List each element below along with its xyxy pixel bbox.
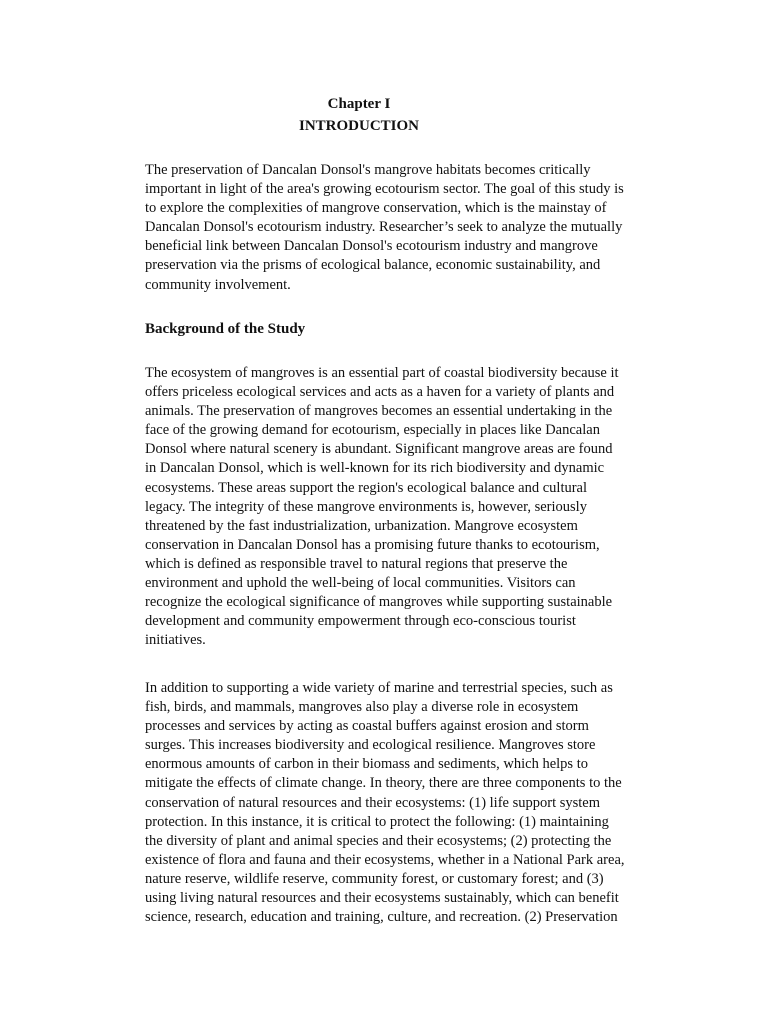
text-line: surges. This increases biodiversity and ecological resilience. Mangroves store	[145, 737, 596, 754]
text-line: in Dancalan Donsol, which is well-known for its rich biodiversity and dynamic	[145, 460, 605, 477]
text-line: beneficial link between Dancalan Donsol's ecotourism industry and mangrove	[145, 238, 598, 255]
text-line: protection. In this instance, it is critical to protect the following: (1) maintaining	[145, 813, 609, 830]
text-line: processes and services by acting as coastal buffers against erosion and storm	[145, 718, 589, 735]
text-line: initiatives.	[145, 632, 206, 649]
text-line: Donsol where natural scenery is abundant. Significant mangrove areas are found	[145, 441, 613, 458]
text-line: science, research, education and training, culture, and recreation. (2) Preservation	[145, 909, 618, 926]
section-heading: Background of the Study	[145, 321, 306, 337]
text-line: conservation of natural resources and their ecosystems: (1) life support system	[145, 794, 601, 811]
text-line: Dancalan Donsol's ecotourism industry. Researcher’s seek to analyze the mutually	[145, 219, 623, 236]
text-line: community involvement.	[145, 276, 291, 293]
text-line: legacy. The integrity of these mangrove environments is, however, seriously	[145, 498, 587, 515]
text-line: existence of flora and fauna and their ecosystems, whether in a National Park area,	[145, 851, 625, 868]
text-line: the diversity of plant and animal species and their ecosystems; (2) protecting the	[145, 832, 612, 849]
chapter-title: INTRODUCTION	[298, 118, 419, 134]
text-line: animals. The preservation of mangroves becomes an essential undertaking in the	[145, 403, 613, 420]
chapter-label: Chapter I	[327, 96, 391, 112]
background-paragraph-1	[145, 364, 625, 650]
background-paragraph-2	[145, 679, 625, 927]
text-line: using living natural resources and their ecosystems sustainably, which can benefit	[145, 890, 619, 907]
text-line: mitigate the effects of climate change. In theory, there are three components to the	[145, 775, 622, 792]
text-line: fish, birds, and mammals, mangroves also play a diverse role in ecosystem	[145, 699, 579, 716]
text-line: which is defined as responsible travel to natural regions that preserve the	[145, 555, 568, 572]
intro-paragraph	[145, 161, 625, 295]
text-line: threatened by the fast industrialization, urbanization. Mangrove ecosystem	[145, 517, 578, 534]
text-line: environment and uphold the well-being of local communities. Visitors can	[145, 575, 576, 592]
text-line: to explore the complexities of mangrove conservation, which is the mainstay of	[145, 200, 607, 217]
text-line: recognize the ecological significance of mangroves while supporting sustainable	[145, 594, 613, 611]
text-line: The ecosystem of mangroves is an essential part of coastal biodiversity because it	[145, 365, 619, 381]
text-line: face of the growing demand for ecotourism, especially in places like Dancalan	[145, 422, 600, 439]
text-line: conservation in Dancalan Donsol has a promising future thanks to ecotourism,	[145, 536, 600, 553]
text-line: development and community empowerment through eco-conscious tourist	[145, 613, 576, 630]
text-line: The preservation of Dancalan Donsol's mangrove habitats becomes critically	[145, 162, 591, 178]
text-line: ecosystems. These areas support the region's ecological balance and cultural	[145, 479, 588, 496]
text-line: In addition to supporting a wide variety of marine and terrestrial species, such as	[145, 680, 613, 696]
text-line: nature reserve, wildlife reserve, community forest, or customary forest; and (3)	[145, 870, 604, 887]
text-line: preservation via the prisms of ecological balance, economic sustainability, and	[145, 257, 601, 274]
text-line: important in light of the area's growing ecotourism sector. The goal of this study is	[145, 181, 624, 198]
text-line: offers priceless ecological services and acts as a haven for a variety of plants and	[145, 384, 615, 401]
text-line: enormous amounts of carbon in their biomass and sediments, which helps to	[145, 756, 588, 773]
